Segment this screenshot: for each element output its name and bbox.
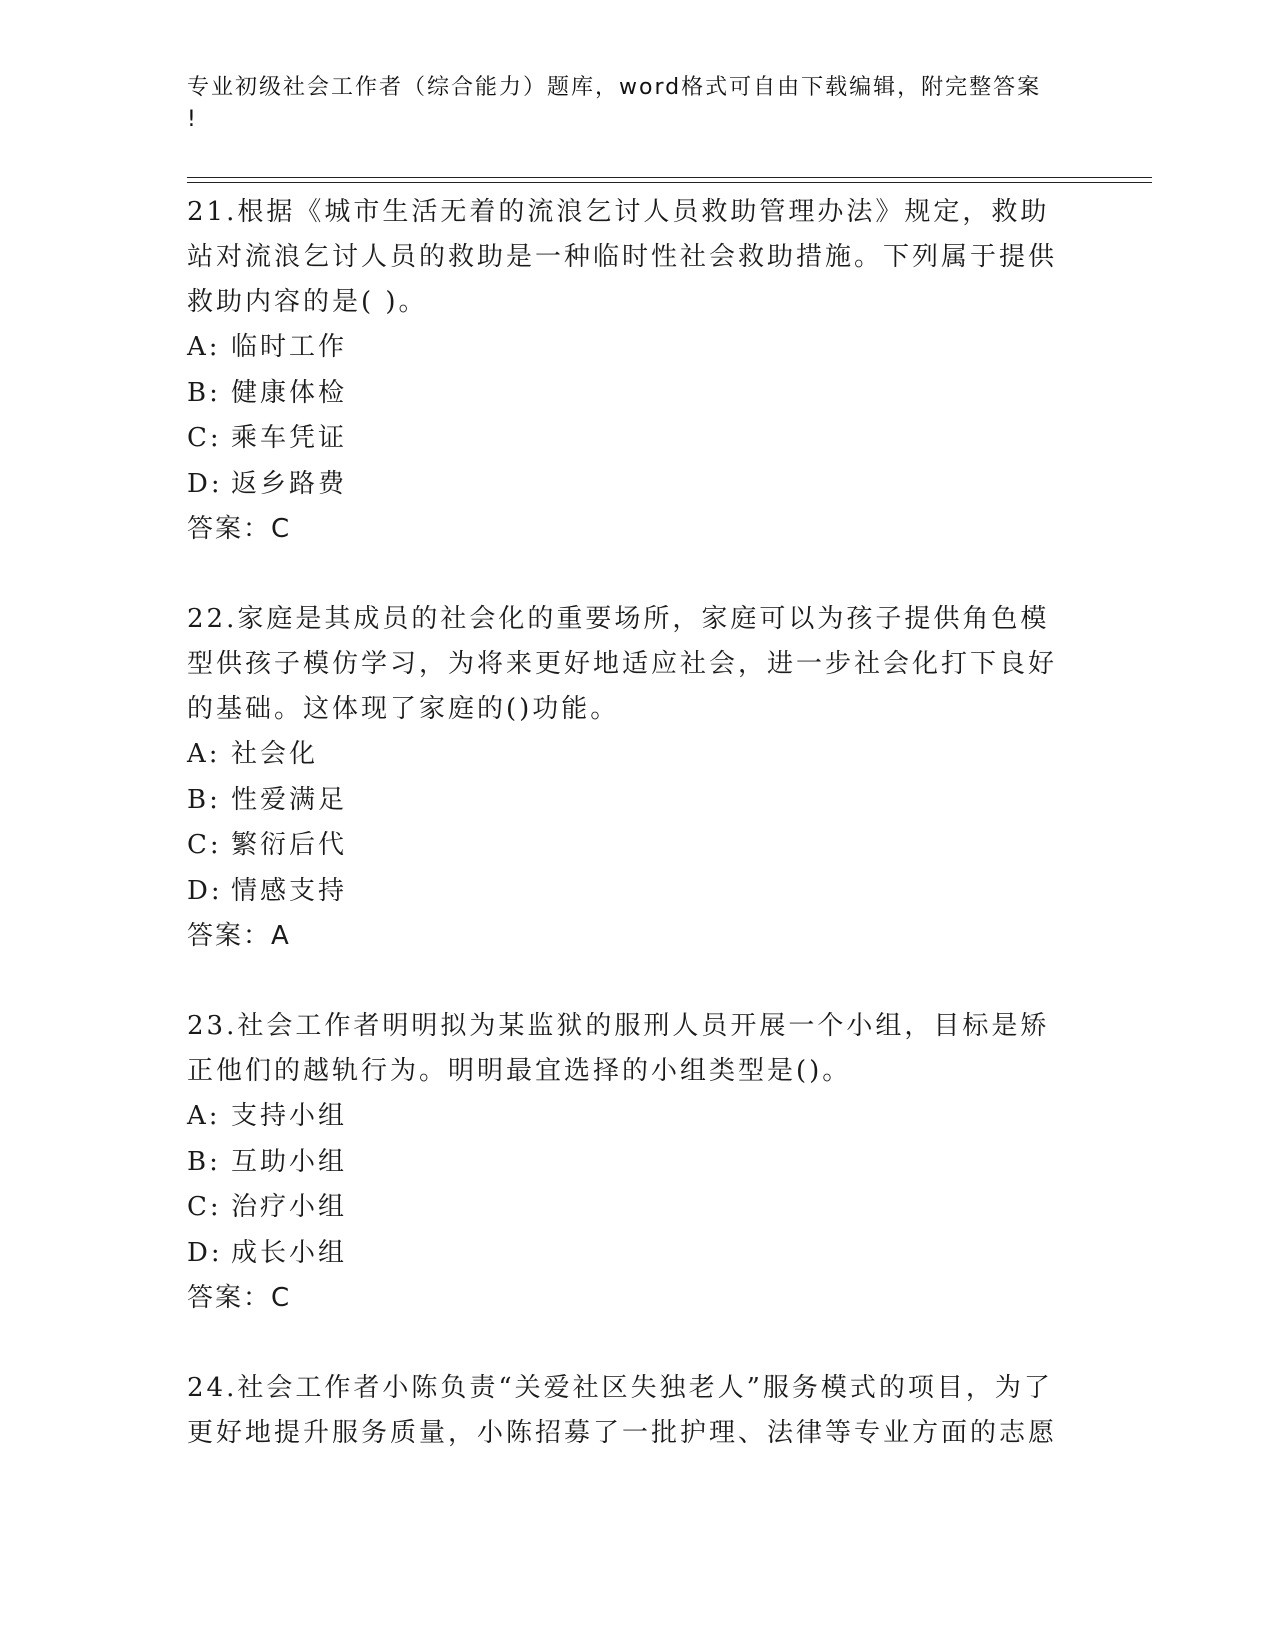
option-d [187,462,1067,508]
header-divider-bottom [187,182,1152,183]
question-stem: 23.社会工作者明明拟为某监狱的服刑人员开展一个小组，目标是矫正他们的越轨行为。明明最宜选择的小组类型是()。 [187,1011,1050,1086]
document-header [187,72,1067,136]
option-text: 返乡路费 [231,468,348,499]
question-stem: 24.社会工作者小陈负责“关爱社区失独老人”服务模式的项目，为了更好地提升服务质量，小陈招募了一批护理、法律等专业方面的志愿 [187,1373,1058,1448]
question-spacer [187,959,1067,1004]
option-b [187,778,1067,824]
option-letter: D: [187,875,223,906]
answer-line: 答案：A [187,921,291,951]
option-letter: C: [187,830,222,860]
header-line-1: 专业初级社会工作者（综合能力）题库，word格式可自由下载编辑，附完整答案 [187,75,1042,100]
option-a [187,325,1067,371]
option-text: 乘车凭证 [231,423,348,453]
answer-line: 答案：C [187,1283,292,1313]
question-stem: 21.根据《城市生活无着的流浪乞讨人员救助管理办法》规定，救助站对流浪乞讨人员的救助是一种临时性社会救助措施。下列属于提供救助内容的是( )。 [187,197,1058,317]
option-letter: A: [187,739,221,769]
answer-line: 答案：C [187,514,292,544]
option-letter: D: [187,1237,223,1268]
option-c [187,1185,1067,1231]
option-text: 互助小组 [231,1146,348,1177]
option-text: 情感支持 [231,875,348,906]
header-divider-top [187,177,1152,178]
option-d [187,1231,1067,1277]
option-c [187,416,1067,462]
option-text: 社会化 [231,739,319,769]
option-letter: A: [187,1101,221,1131]
option-c [187,823,1067,869]
option-text: 繁衍后代 [231,830,348,860]
option-text: 治疗小组 [231,1192,348,1222]
question-22 [187,597,1067,959]
question-spacer [187,552,1067,597]
question-list [187,190,1067,1456]
question-stem: 22.家庭是其成员的社会化的重要场所，家庭可以为孩子提供角色模型供孩子模仿学习，为将来更好地适应社会，进一步社会化打下良好的基础。这体现了家庭的()功能。 [187,604,1058,724]
option-text: 支持小组 [231,1101,348,1131]
option-letter: C: [187,423,222,453]
option-letter: C: [187,1192,222,1222]
option-a [187,1094,1067,1140]
option-text: 健康体检 [231,377,348,408]
option-text: 临时工作 [231,332,348,362]
question-23 [187,1004,1067,1321]
option-letter: B: [187,784,221,815]
question-21 [187,190,1067,552]
question-24 [187,1366,1067,1456]
option-text: 成长小组 [231,1237,348,1268]
option-letter: B: [187,1146,221,1177]
option-letter: A: [187,332,221,362]
option-d [187,869,1067,915]
option-b [187,1140,1067,1186]
option-letter: D: [187,468,223,499]
question-spacer [187,1321,1067,1366]
option-letter: B: [187,377,221,408]
header-line-2: ! [187,107,198,132]
option-text: 性爱满足 [231,784,348,815]
option-a [187,732,1067,778]
option-b [187,371,1067,417]
